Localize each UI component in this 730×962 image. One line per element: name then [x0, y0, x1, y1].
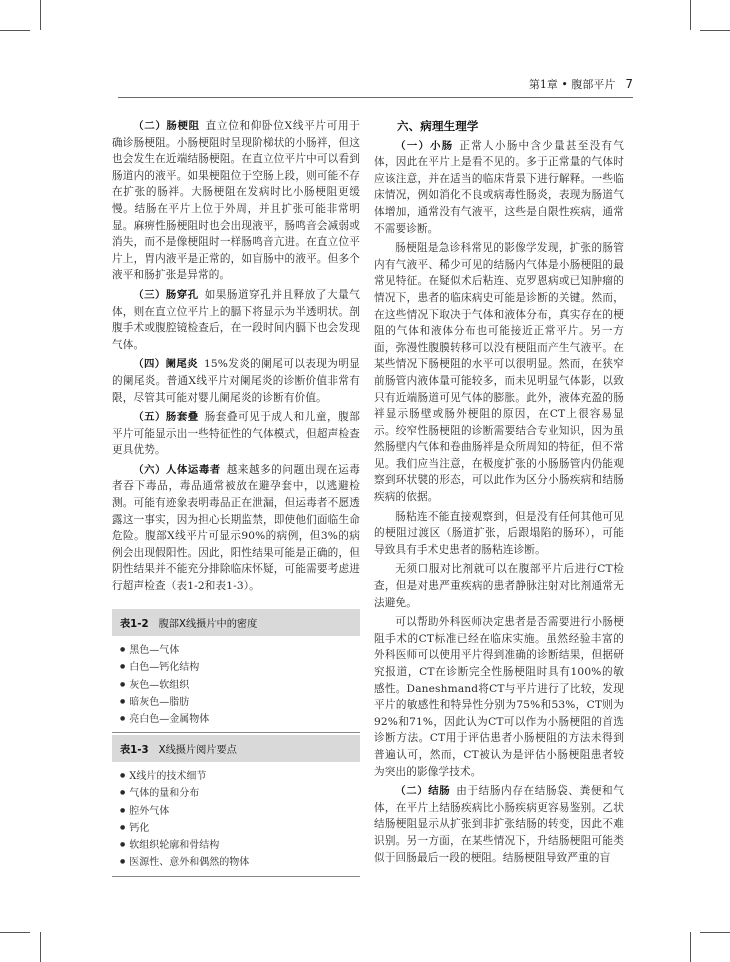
list-item: ● 气体的量和分布 — [120, 785, 360, 802]
paragraph-text: 由于结肠内存在结肠袋、粪便和气体，在平片上结肠疾病比小肠疾病更容易鉴别。乙状结肠梗阻显示从扩张到非扩张结肠的转变，因此不难识别。另一方面，在某些情况下，升结肠梗阻可能类似于回肠最后一段的梗阻。结肠梗阻导致严重的盲 — [374, 785, 625, 864]
crop-mark — [0, 30, 30, 31]
list-item: ● 钙化 — [120, 820, 360, 837]
list-item: ● 软组织轮廓和骨结构 — [120, 837, 360, 854]
list-item: ● 暗灰色—脂肪 — [120, 694, 360, 711]
table-title: X线摄片阅片要点 — [158, 745, 237, 756]
list-item: ● 医源性、意外和偶然的物体 — [120, 854, 360, 871]
paragraph-text: 如果肠道穿孔并且释放了大量气体，则在直立位平片上的膈下将显示为半透明状。剖腹手术或腹腔镜检查后，在一段时间内膈下也会发现气体。 — [112, 288, 360, 351]
section-title: 六、病理生理学 — [397, 119, 479, 133]
paragraph — [374, 561, 624, 611]
page-number: 7 — [625, 77, 633, 91]
paragraph-text: 肠套叠可见于成人和儿童，腹部平片可能显示出一些特征性的气体模式，但超声检查更具优势。 — [112, 411, 360, 457]
list-item: ● 黑色—气体 — [120, 642, 360, 659]
crop-mark — [690, 932, 691, 962]
table-1-2 — [112, 609, 360, 733]
paragraph — [374, 783, 624, 866]
list-item: ● 亮白色—金属物体 — [120, 711, 360, 728]
paragraph-heading: （四）阑尾炎 — [133, 358, 198, 371]
table-list — [112, 636, 360, 732]
paragraph-text: 越来越多的问题出现在运毒者吞下毒品，毒品通常被放在避孕套中，以逃避检测。可能有迹象表明毒品正在泄漏，但运毒者不愿透露这一事实，因为担心长期监禁，即使他们面临生命危险。腹部X线平片可显示90%的病例，但3%的病例会出现假阳性。因此，阳性结果可能是正确的，但阴性结果并不能充分排除临床怀疑，可能需要考虑进行超声检查（表1-2和表1-3）。 — [112, 463, 360, 593]
paragraph — [112, 356, 360, 406]
chapter-title: 第1章 • 腹部平片 — [528, 78, 616, 91]
paragraph — [112, 118, 360, 284]
paragraph — [112, 409, 360, 459]
paragraph-heading: （三）肠穿孔 — [133, 288, 199, 301]
paragraph — [374, 138, 624, 238]
paragraph — [112, 462, 360, 595]
paragraph-heading: （二）肠梗阻 — [133, 120, 200, 132]
table-1-3 — [112, 735, 360, 877]
paragraph-heading: （六）人体运毒者 — [133, 463, 221, 476]
crop-mark — [700, 932, 730, 933]
table-title: 腹部X线摄片中的密度 — [158, 619, 258, 630]
left-column — [112, 118, 360, 598]
paragraph-heading: （一）小肠 — [395, 139, 454, 152]
paragraph — [374, 614, 624, 780]
crop-mark — [40, 0, 41, 30]
table-caption — [112, 735, 360, 762]
header-rule — [118, 97, 633, 98]
list-item: ● 腔外气体 — [120, 803, 360, 820]
right-column — [374, 118, 624, 869]
paragraph-text: 肠梗阻是急诊科常见的影像学发现，扩张的肠管内有气液平、稀少可见的结肠内气体是小肠梗阻的最常见特征。在疑似术后粘连、克罗恩病或已知肿瘤的情况下，患者的临床病史可能是诊断的关键。然而，在这些情况下取决于气体和液体分布，真实存在的梗阻的气体和液体分布也可能接近正常平片。另一方面，弥漫性腹膜转移可以没有梗阻而产生气液平。在某些情况下肠梗阻的水平可以很明显。然而，在狭窄前肠管内液体量可能较多，而未见明显气体影，以致只有近端肠道可见气体的膨胀。此外，液体充盈的肠袢显示肠壁或肠外梗阻的原因，在CT上很容易显示。绞窄性肠梗阻的诊断需要结合专业知识，因为虽然肠壁内气体和卷曲肠袢是众所周知的特征，但不常见。我们应当注意，在极度扩张的小肠肠管内仍能观察到环状襞的形态，可以此作为区分小肠疾病和结肠疾病的依据。 — [374, 242, 624, 504]
list-item: ● 白色—钙化结构 — [120, 659, 360, 676]
paragraph-text: 15%发炎的阑尾可以表现为明显的阑尾炎。普通X线平片对阑尾炎的诊断价值非常有限，尽管其可能对婴儿阑尾炎的诊断有价值。 — [112, 358, 360, 404]
crop-mark — [0, 932, 30, 933]
running-head — [500, 76, 633, 92]
paragraph — [374, 240, 624, 506]
paragraph-text: 直立位和仰卧位X线平片可用于确诊肠梗阻。小肠梗阻时呈现阶梯状的小肠袢，但这也会发生在近端结肠梗阻。在直立位平片中可以看到肠道内的液平。如果梗阻位于空肠上段，则可能不存在扩张的肠袢。大肠梗阻在发病时比小肠梗阻更缓慢。结肠在平片上位于外周，并且扩张可能非常明显。麻痹性肠梗阻时也会出现液平，肠鸣音会减弱或消失，而不是像梗阻时一样肠鸣音亢进。在直立位平片上，胃内液平是正常的，如盲肠中的液平。但多个液平和肠扩张是异常的。 — [112, 120, 360, 282]
paragraph-heading: （二）结肠 — [395, 785, 451, 798]
paragraph — [374, 509, 624, 559]
table-caption — [112, 609, 360, 636]
list-item: ● 灰色—软组织 — [120, 677, 360, 694]
paragraph-heading: （五）肠套叠 — [133, 411, 199, 424]
paragraph-text: 可以帮助外科医师决定患者是否需要进行小肠梗阻手术的CT标准已经在临床实施。虽然经验丰富的外科医师可以使用平片得到准确的诊断结果，但据研究报道，CT在诊断完全性肠梗阻时具有100%的敏感性。Daneshmand将CT与平片进行了比较，发现平片的敏感性和特异性分别为75%和53%，CT则为92%和71%，因此认为CT可以作为小肠梗阻的首选诊断方法。CT用于评估患者小肠梗阻的方法未得到普遍认可，然而，CT被认为是评估小肠梗阻患者较为突出的影像学技术。 — [374, 616, 624, 778]
paragraph-text: 肠粘连不能直接观察到，但是没有任何其他可见的梗阻过渡区（肠道扩张，后跟塌陷的肠环），可能导致具有手术史患者的肠粘连诊断。 — [374, 510, 624, 556]
crop-mark — [700, 30, 730, 31]
crop-mark — [40, 932, 41, 962]
crop-mark — [690, 0, 691, 30]
list-item: ● X线片的技术细节 — [120, 768, 360, 785]
paragraph-text: 正常人小肠中含少量甚至没有气体，因此在平片上是看不见的。多于正常量的气体时应该注意，并在适当的临床背景下进行解释。一些临床情况，例如消化不良或病毒性肠炎，表现为肠道气体增加，通常没有气液平，这些是自限性疾病，通常不需要诊断。 — [374, 139, 624, 235]
table-number: 表1-3 — [120, 745, 149, 756]
table-list — [112, 762, 360, 876]
paragraph — [112, 287, 360, 353]
paragraph-text: 无须口服对比剂就可以在腹部平片后进行CT检查，但是对患严重疾病的患者静脉注射对比剂通常无法避免。 — [374, 563, 624, 609]
table-number: 表1-2 — [120, 619, 149, 630]
